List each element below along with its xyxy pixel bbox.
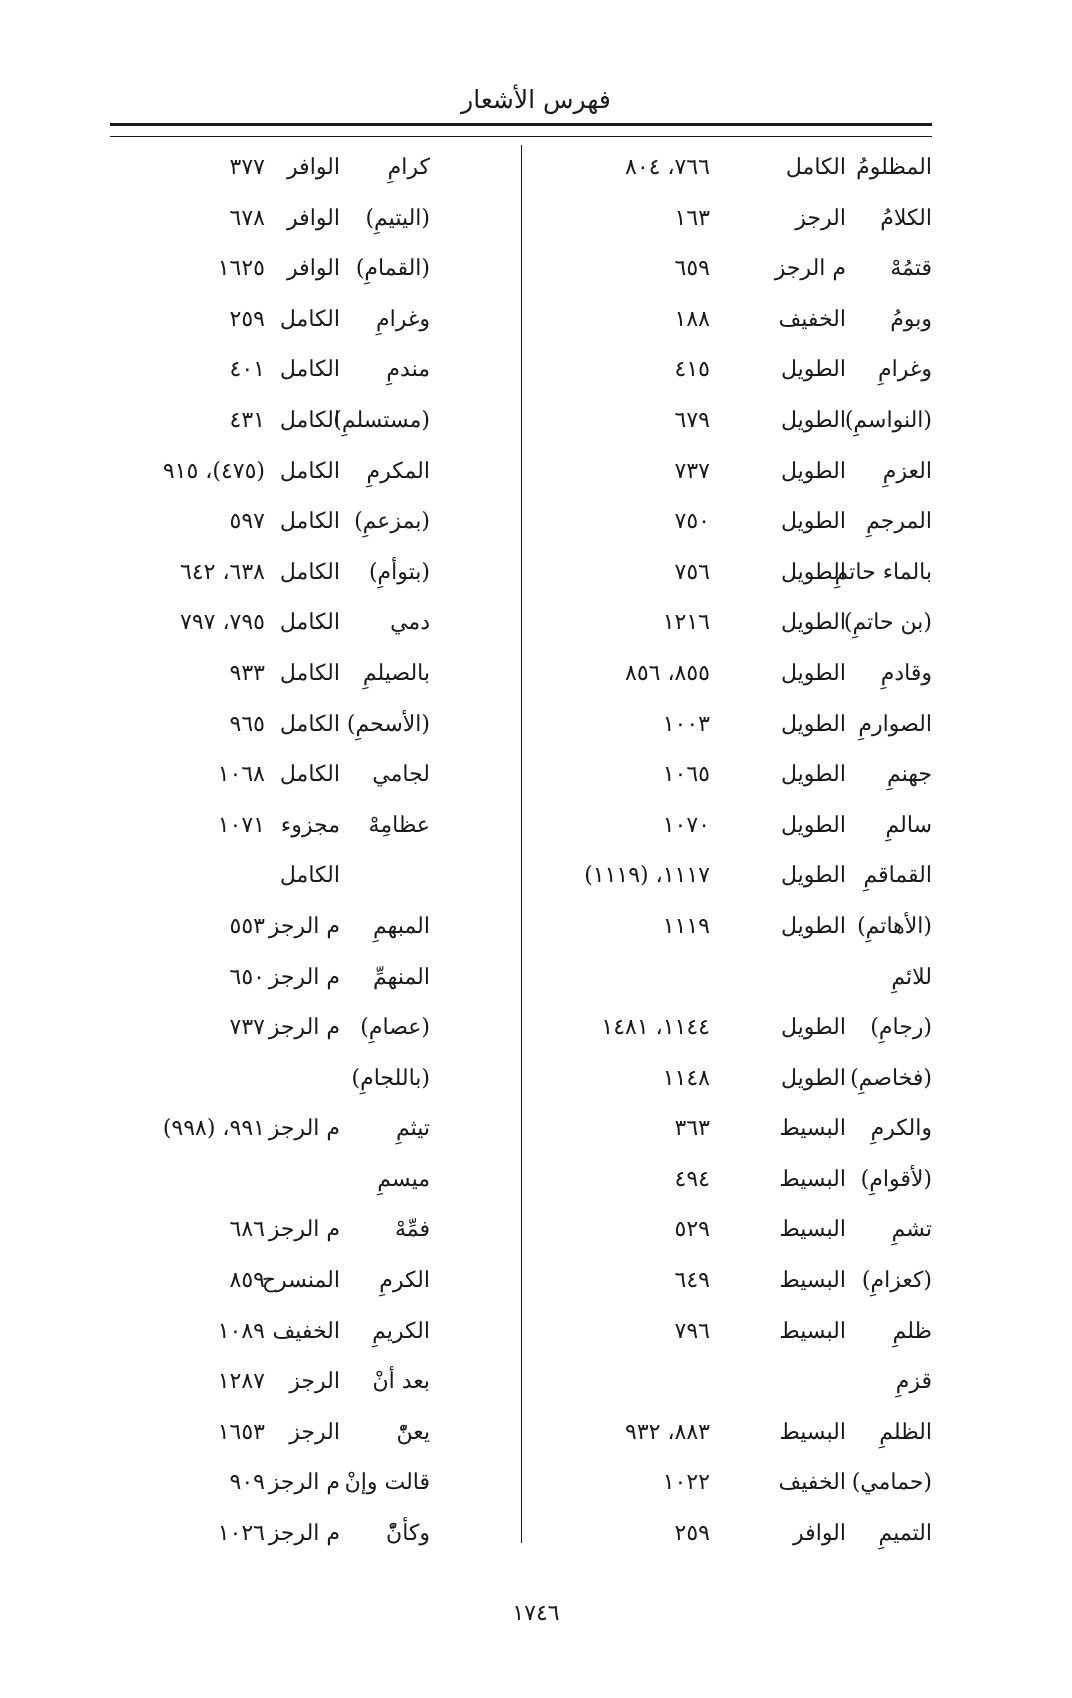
entry-pages: ٧٥٦ xyxy=(674,559,710,585)
entry-meter: الكامل xyxy=(279,458,340,484)
entry-meter: الكامل xyxy=(279,509,340,535)
index-entry xyxy=(540,603,932,654)
entry-meter: الكامل xyxy=(279,357,340,383)
entry-meter: الطويل xyxy=(780,812,846,838)
entry-rhyme-word: التميمِ xyxy=(878,1521,932,1547)
entry-meter: الرجز xyxy=(289,1369,340,1395)
entry-rhyme-word: (باللجامِ) xyxy=(351,1065,430,1091)
index-entry xyxy=(540,350,932,401)
index-entry xyxy=(110,1261,510,1312)
index-entry xyxy=(110,502,510,553)
entry-rhyme-word: (لأقوامِ) xyxy=(860,1166,932,1192)
entry-rhyme-word: وكأنّْ xyxy=(386,1521,430,1547)
entry-meter: الطويل xyxy=(780,357,846,383)
index-entry xyxy=(110,1008,510,1059)
index-entry xyxy=(540,1210,932,1261)
entry-meter: م الرجز xyxy=(268,964,340,990)
entry-pages: ٦٥٠ xyxy=(229,964,265,990)
index-entry xyxy=(110,401,510,452)
entry-pages: ٥٢٩ xyxy=(674,1217,710,1243)
entry-pages: ٨٥٩ xyxy=(229,1268,265,1294)
entry-rhyme-word: كرامِ xyxy=(387,155,430,180)
entry-rhyme-word: (حمامي) xyxy=(851,1470,932,1496)
entry-pages: ٦٥٩ xyxy=(674,256,710,282)
index-entry xyxy=(110,1413,510,1464)
entry-pages: ٥٩٧ xyxy=(229,509,265,535)
entry-pages: ١٠٦٥ xyxy=(662,762,710,788)
index-entry xyxy=(110,705,510,756)
entry-rhyme-word: الظلمِ xyxy=(879,1419,932,1445)
entry-rhyme-word: (الأهاتمِ) xyxy=(857,913,932,939)
index-entry xyxy=(540,1463,932,1514)
index-entry xyxy=(110,603,510,654)
index-entry xyxy=(540,1312,932,1363)
index-entry xyxy=(540,502,932,553)
entry-pages: ٤٣١ xyxy=(229,407,265,433)
index-entry xyxy=(110,654,510,705)
index-entry xyxy=(110,958,510,1009)
index-entry xyxy=(540,300,932,351)
entry-rhyme-word: بعد أنْ xyxy=(372,1369,430,1395)
entry-pages: ١٦٣ xyxy=(674,205,710,231)
entry-rhyme-word: بالماء حاتمِ xyxy=(834,559,932,585)
entry-rhyme-word: وغرامِ xyxy=(375,306,430,332)
entry-meter: الكامل xyxy=(279,407,340,433)
entry-rhyme-word: (النواسمِ) xyxy=(844,407,932,433)
index-entry xyxy=(540,1514,932,1565)
entry-meter: الكامل xyxy=(279,762,340,788)
index-entry xyxy=(540,553,932,604)
entry-rhyme-word: جهنمِ xyxy=(886,762,932,788)
page-title: فهرس الأشعار xyxy=(461,85,611,114)
entry-pages: ١٠٠٣ xyxy=(662,711,710,737)
entry-rhyme-word: (رجامِ) xyxy=(870,1015,932,1041)
entry-meter: البسيط xyxy=(779,1419,846,1445)
index-entry xyxy=(540,1362,932,1413)
entry-rhyme-word: وبومُ xyxy=(890,306,932,332)
entry-pages: ١٦٢٥ xyxy=(217,256,265,282)
entry-meter: الرجز xyxy=(795,205,846,231)
entry-rhyme-word: (كعزامِ) xyxy=(861,1268,932,1294)
entry-rhyme-word: مندمِ xyxy=(386,357,430,383)
entry-meter: م الرجز xyxy=(268,1521,340,1547)
header-rule-thin xyxy=(110,136,932,137)
entry-rhyme-word: تشمِ xyxy=(891,1217,932,1243)
index-entry xyxy=(110,856,510,907)
entry-meter: الطويل xyxy=(780,863,846,889)
entry-pages: ١١١٩ xyxy=(662,913,710,939)
entry-pages: ٩٦٥ xyxy=(229,711,265,737)
entry-meter: المنسرح xyxy=(261,1268,340,1294)
entry-meter: م الرجز xyxy=(268,1015,340,1041)
entry-rhyme-word: الكلامُ xyxy=(880,205,932,231)
entry-rhyme-word: المكرمِ xyxy=(366,458,430,484)
entry-meter: البسيط xyxy=(779,1268,846,1294)
entry-pages: ٩٠٩ xyxy=(229,1470,265,1496)
index-entry xyxy=(110,1109,510,1160)
entry-meter: الوافر xyxy=(287,205,340,231)
entry-rhyme-word: المبهمِ xyxy=(373,913,430,939)
entry-rhyme-word: ظلمِ xyxy=(892,1318,932,1344)
index-entry xyxy=(540,1261,932,1312)
entry-meter: م الرجز xyxy=(268,913,340,939)
entry-pages: ٣٦٣ xyxy=(674,1116,710,1142)
entry-pages: ٦٨٦ xyxy=(229,1217,265,1243)
entry-meter: م الرجز xyxy=(774,256,846,282)
entry-pages: ٤١٥ xyxy=(674,357,710,383)
index-entry xyxy=(540,856,932,907)
entry-rhyme-word: (اليتيمِ) xyxy=(365,205,430,231)
entry-rhyme-word: لجامي xyxy=(372,762,430,788)
entry-rhyme-word: وغرامِ xyxy=(877,357,932,383)
entry-pages: ٦٤٩ xyxy=(674,1268,710,1294)
index-entry xyxy=(110,1312,510,1363)
entry-rhyme-word: قزمِ xyxy=(895,1369,932,1395)
index-entry xyxy=(540,452,932,503)
index-entry xyxy=(540,199,932,250)
index-entry xyxy=(540,1160,932,1211)
entry-rhyme-word: (فخاصمِ) xyxy=(850,1065,932,1091)
entry-pages: ١٠٨٩ xyxy=(217,1318,265,1344)
index-entry xyxy=(110,300,510,351)
index-entry xyxy=(110,350,510,401)
entry-pages: ١٠٧١ xyxy=(217,812,265,838)
entry-meter: الكامل xyxy=(279,559,340,585)
entry-rhyme-word: المنهمِّ xyxy=(373,964,430,990)
index-entry xyxy=(540,958,932,1009)
entry-rhyme-word: العزمِ xyxy=(882,458,932,484)
entry-pages: ٢٥٩ xyxy=(674,1521,710,1547)
entry-meter: الكامل xyxy=(785,155,846,180)
entry-pages: ٧٥٠ xyxy=(674,509,710,535)
entry-pages: ٧٩٥، ٧٩٧ xyxy=(180,610,265,636)
entry-meter: الطويل xyxy=(780,610,846,636)
index-entry xyxy=(540,1109,932,1160)
entry-pages: ٧٣٧ xyxy=(229,1015,265,1041)
entry-pages: ١١٤٤، ١٤٨١ xyxy=(601,1015,710,1041)
entry-rhyme-word: الكريمِ xyxy=(372,1318,430,1344)
index-entry xyxy=(540,654,932,705)
entry-rhyme-word: فمِّهْ xyxy=(394,1217,430,1243)
entry-meter: الطويل xyxy=(780,1065,846,1091)
index-entry xyxy=(110,1463,510,1514)
entry-pages: ١٨٨ xyxy=(674,306,710,332)
entry-meter: البسيط xyxy=(779,1116,846,1142)
entry-pages: ٤٩٤ xyxy=(674,1166,710,1192)
index-entry xyxy=(540,148,932,199)
entry-pages: ١٠٦٨ xyxy=(217,762,265,788)
index-entry xyxy=(110,1160,510,1211)
entry-pages: ٦٣٨، ٦٤٢ xyxy=(180,559,265,585)
index-entry xyxy=(540,1413,932,1464)
entry-meter: الطويل xyxy=(780,762,846,788)
entry-meter: البسيط xyxy=(779,1318,846,1344)
index-column-left xyxy=(110,148,510,1565)
entry-pages: ٦٧٨ xyxy=(229,205,265,231)
index-entry xyxy=(540,249,932,300)
index-entry xyxy=(110,452,510,503)
index-entry xyxy=(110,199,510,250)
entry-meter: الخفيف xyxy=(778,1470,846,1496)
entry-rhyme-word: (بن حاتمِ) xyxy=(843,610,932,636)
entry-rhyme-word: قتمُهْ xyxy=(890,256,932,282)
entry-pages: ٣٧٧ xyxy=(229,155,265,180)
entry-pages: ٨٨٣، ٩٣٢ xyxy=(625,1419,710,1445)
entry-pages: ٦٧٩ xyxy=(674,407,710,433)
entry-pages: ٧٩٦ xyxy=(674,1318,710,1344)
index-entry xyxy=(110,1514,510,1565)
entry-rhyme-word: المظلومُ xyxy=(856,155,932,180)
entry-pages: ١٢١٦ xyxy=(662,610,710,636)
entry-rhyme-word: الكرمِ xyxy=(379,1268,430,1294)
entry-pages: ٧٦٦، ٨٠٤ xyxy=(625,155,710,180)
index-entry xyxy=(540,806,932,857)
entry-meter: م الرجز xyxy=(268,1470,340,1496)
index-entry xyxy=(540,1059,932,1110)
entry-pages: ٤٠١ xyxy=(229,357,265,383)
entry-meter: الطويل xyxy=(780,1015,846,1041)
entry-pages: ٨٥٥، ٨٥٦ xyxy=(625,660,710,686)
column-divider xyxy=(521,145,522,1543)
entry-meter: الخفيف xyxy=(272,1318,340,1344)
page-number: ١٧٤٦ xyxy=(512,1601,560,1626)
entry-meter: البسيط xyxy=(779,1166,846,1192)
entry-meter: الكامل xyxy=(279,863,340,889)
index-column-right xyxy=(540,148,932,1565)
entry-meter: م الرجز xyxy=(268,1217,340,1243)
entry-rhyme-word: (بمزعمِ) xyxy=(354,509,430,535)
entry-pages: (٤٧٥)، ٩١٥ xyxy=(162,458,265,484)
entry-rhyme-word: ميسمِ xyxy=(377,1166,430,1192)
entry-rhyme-word: (بتوأمِ) xyxy=(368,559,430,585)
entry-meter: الطويل xyxy=(780,509,846,535)
entry-rhyme-word: سالمِ xyxy=(885,812,932,838)
entry-meter: الكامل xyxy=(279,610,340,636)
index-entry xyxy=(540,401,932,452)
entry-meter: الطويل xyxy=(780,660,846,686)
entry-pages: ٩٣٣ xyxy=(229,660,265,686)
entry-rhyme-word: القماقمِ xyxy=(863,863,932,889)
index-entry xyxy=(110,553,510,604)
entry-rhyme-word: دمي xyxy=(390,610,430,636)
index-entry xyxy=(540,755,932,806)
entry-meter: الطويل xyxy=(780,407,846,433)
index-entry xyxy=(540,1008,932,1059)
index-entry xyxy=(540,907,932,958)
entry-meter: الرجز xyxy=(289,1419,340,1445)
index-entry xyxy=(110,1362,510,1413)
entry-meter: الطويل xyxy=(780,559,846,585)
entry-rhyme-word: (مستسلمِ) xyxy=(333,407,430,433)
entry-rhyme-word: الصوارمِ xyxy=(858,711,932,737)
entry-rhyme-word: (عصامِ) xyxy=(360,1015,430,1041)
index-entry xyxy=(540,705,932,756)
entry-rhyme-word: قالت وإنْ xyxy=(344,1470,430,1496)
entry-meter: الطويل xyxy=(780,913,846,939)
entry-meter: الخفيف xyxy=(778,306,846,332)
entry-pages: ١٠٢٦ xyxy=(217,1521,265,1547)
entry-pages: ١١٤٨ xyxy=(662,1065,710,1091)
index-entry xyxy=(110,1059,510,1110)
entry-meter: م الرجز xyxy=(268,1116,340,1142)
entry-pages: ٩٩١، (٩٩٨) xyxy=(162,1116,265,1142)
entry-meter: مجزوء xyxy=(280,812,340,838)
entry-pages: ١٢٨٧ xyxy=(217,1369,265,1395)
index-entry xyxy=(110,1210,510,1261)
entry-rhyme-word: يعنّْ xyxy=(396,1419,430,1445)
entry-pages: ١١١٧، (١١١٩) xyxy=(584,863,710,889)
entry-meter: الطويل xyxy=(780,711,846,737)
entry-rhyme-word: (القمامِ) xyxy=(355,256,430,282)
header-rule-thick xyxy=(110,123,932,126)
entry-rhyme-word: تيثمِ xyxy=(395,1116,430,1142)
entry-meter: الكامل xyxy=(279,306,340,332)
entry-meter: الكامل xyxy=(279,660,340,686)
entry-rhyme-word: بالصيلمِ xyxy=(362,660,430,686)
entry-meter: الكامل xyxy=(279,711,340,737)
entry-rhyme-word: وقادمِ xyxy=(880,660,932,686)
entry-rhyme-word: للائمِ xyxy=(891,964,932,990)
entry-pages: ٥٥٣ xyxy=(229,913,265,939)
entry-rhyme-word: عظامِهْ xyxy=(368,812,430,838)
index-entry xyxy=(110,148,510,199)
entry-pages: ١٠٢٢ xyxy=(662,1470,710,1496)
entry-meter: الوافر xyxy=(287,155,340,180)
index-entry xyxy=(110,249,510,300)
entry-rhyme-word: المرجمِ xyxy=(866,509,932,535)
entry-pages: ١٦٥٣ xyxy=(217,1419,265,1445)
index-entry xyxy=(110,755,510,806)
entry-meter: الطويل xyxy=(780,458,846,484)
entry-pages: ١٠٧٠ xyxy=(662,812,710,838)
entry-pages: ٢٥٩ xyxy=(229,306,265,332)
entry-rhyme-word: (الأسحمِ) xyxy=(346,711,430,737)
index-entry xyxy=(110,907,510,958)
entry-meter: البسيط xyxy=(779,1217,846,1243)
entry-rhyme-word: والكرمِ xyxy=(870,1116,932,1142)
index-entry xyxy=(110,806,510,857)
entry-meter: الوافر xyxy=(793,1521,846,1547)
entry-pages: ٧٣٧ xyxy=(674,458,710,484)
entry-meter: الوافر xyxy=(287,256,340,282)
